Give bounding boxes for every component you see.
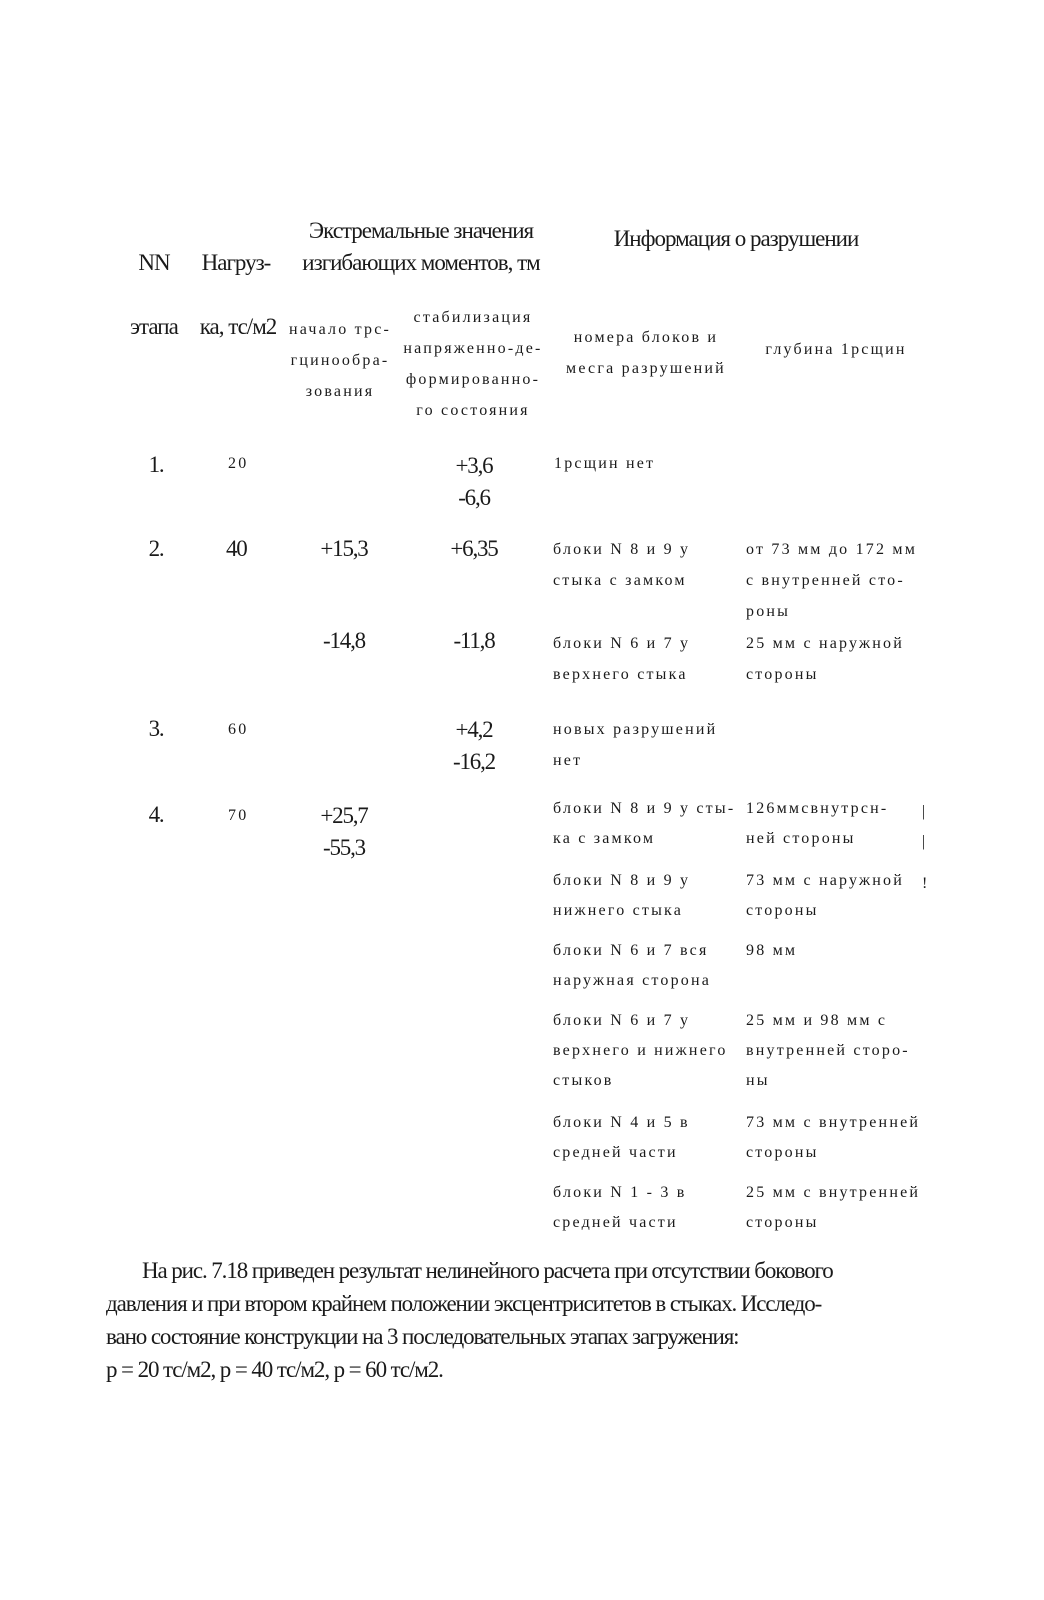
- row-4-item-1-depth: 126ммсвнутрсн- ней стороны: [746, 800, 889, 847]
- row-4-item-2-depth: 73 мм с наружной стороны: [746, 872, 904, 919]
- row-2-depth-1: от 73 мм до 172 мм с внутренней сто- роны: [746, 541, 918, 620]
- row-1-number: 1.: [148, 452, 164, 477]
- row-2-stab-1: +6,35: [450, 536, 498, 561]
- header-block-numbers: номера блоков и месга разрушений: [566, 329, 726, 377]
- row-2-depth-2: 25 мм с наружной стороны: [746, 635, 904, 683]
- header-extreme-values: Экстремальные значения: [308, 218, 534, 243]
- row-2-load: 40: [226, 536, 247, 561]
- row-4-item-4-depth: 25 мм и 98 мм с внутренней сторо- ны: [746, 1012, 910, 1089]
- header-stage: этапа: [130, 314, 178, 339]
- paragraph-line-3: вано состояние конструкции на 3 последовательных этапах загружения:: [106, 1324, 739, 1349]
- row-4-load: 70: [228, 807, 249, 824]
- header-nn: NN: [138, 250, 170, 275]
- margin-mark-1: |: [922, 803, 928, 820]
- row-4-item-6-blocks: блоки N 1 - 3 в средней части: [553, 1184, 687, 1231]
- header-crack-start: начало трс- гцинообра- зования: [288, 321, 392, 400]
- margin-mark-2: |: [922, 833, 928, 850]
- header-crack-depth: глубина 1рсщин: [765, 341, 907, 358]
- row-4-item-4-blocks: блоки N 6 и 7 у верхнего и нижнего стыков: [553, 1012, 728, 1089]
- row-4-start: +25,7 -55,3: [320, 803, 368, 860]
- row-1-info: 1рсщин нет: [554, 455, 656, 472]
- header-stabilization: стабилизация напряженно-де- формированно- го состояния: [403, 309, 543, 419]
- margin-mark-3: !: [922, 875, 930, 892]
- row-3-load: 60: [228, 721, 249, 738]
- row-3-number: 3.: [148, 716, 164, 741]
- row-2-start-1: +15,3: [320, 536, 368, 561]
- paragraph-line-1: На рис. 7.18 приведен результат нелинейного расчета при отсутствии бокового: [142, 1258, 833, 1283]
- row-2-blocks-1: блоки N 8 и 9 у стыка с замком: [553, 541, 691, 589]
- header-bending-moments: изгибающих моментов, тм: [302, 250, 540, 275]
- row-4-number: 4.: [148, 802, 164, 827]
- row-3-stab: +4,2 -16,2: [453, 717, 495, 774]
- row-4-item-3-blocks: блоки N 6 и 7 вся наружная сторона: [553, 942, 712, 989]
- header-failure-info: Информация о разрушении: [613, 226, 859, 251]
- row-2-number: 2.: [148, 536, 164, 561]
- header-load: Нагруз-: [201, 250, 271, 275]
- row-4-item-6-depth: 25 мм с внутренней стороны: [746, 1184, 921, 1231]
- row-2-start-2: -14,8: [323, 628, 365, 653]
- paragraph-line-4: p = 20 тс/м2, p = 40 тс/м2, p = 60 тс/м2.: [106, 1357, 443, 1382]
- body-paragraph: [106, 1254, 946, 1386]
- header-load-unit: ка, тс/м2: [199, 314, 277, 339]
- row-2-stab-2: -11,8: [453, 628, 495, 653]
- row-4-item-1-blocks: блоки N 8 и 9 у сты- ка с замком: [553, 800, 736, 847]
- row-2-blocks-2: блоки N 6 и 7 у верхнего стыка: [553, 635, 691, 683]
- row-4-item-3-depth: 98 мм: [746, 942, 798, 959]
- row-4-item-5-depth: 73 мм с внутренней стороны: [746, 1114, 921, 1161]
- row-1-stab: +3,6 -6,6: [455, 453, 493, 510]
- row-3-info: новых разрушений нет: [553, 721, 718, 769]
- row-1-load: 20: [228, 455, 249, 472]
- row-4-item-5-blocks: блоки N 4 и 5 в средней части: [553, 1114, 690, 1161]
- paragraph-line-2: давления и при втором крайнем положении эксцентриситетов в стыках. Исследо-: [106, 1291, 822, 1316]
- row-4-item-2-blocks: блоки N 8 и 9 у нижнего стыка: [553, 872, 691, 919]
